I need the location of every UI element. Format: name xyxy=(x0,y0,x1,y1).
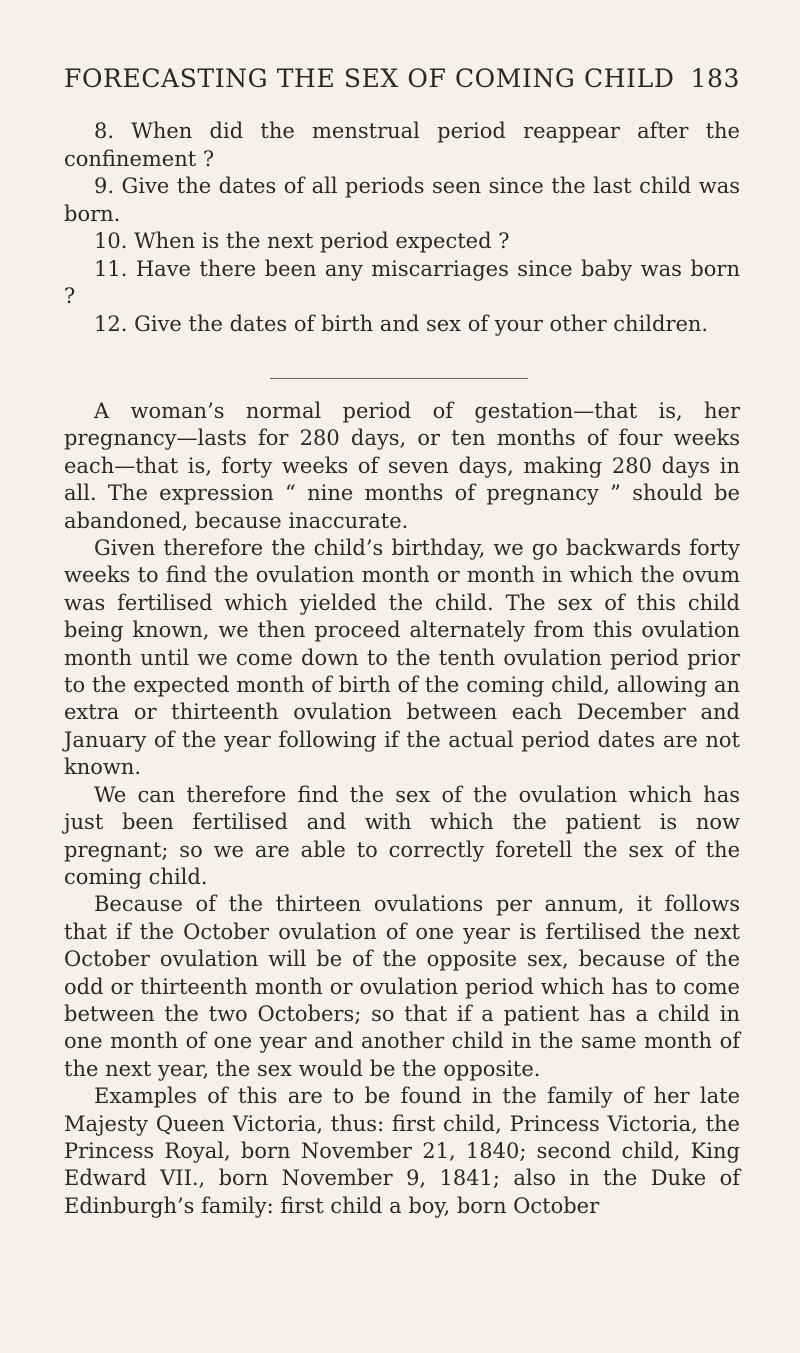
paragraph: Because of the thirteen ovulations per annum, it follows that if the October ovulation of one year is fertilised the next October ovulation will be of the opposite sex, because of the odd or thirteenth month or ovulation period which has to come between the two Octobers; so that if a patient has a child in one month of one year and another child in the same month of the next year, the sex would be the opposite. xyxy=(64,892,740,1081)
running-title: FORECASTING THE SEX OF COMING CHILD xyxy=(64,64,675,93)
paragraph: A woman’s normal period of gestation—that is, her pregnancy—lasts for 280 days, or ten months of four weeks each—that is, forty weeks of seven days, making 280 days in all. The expression “ nine months of pregnancy ” should be abandoned, because inaccurate. xyxy=(64,399,740,533)
question-item: 10. When is the next period expected ? xyxy=(94,229,510,253)
section-divider xyxy=(270,378,528,379)
question-item: 12. Give the dates of birth and sex of your other children. xyxy=(94,311,709,336)
question-item: 11. Have there been any miscarriages since baby was born ? xyxy=(64,256,740,308)
question-item: 9. Give the dates of all periods seen since the last child was born. xyxy=(64,174,740,226)
paragraph: Examples of this are to be found in the family of her late Majesty Queen Victoria, thus: first child, Princess Victoria, the Princess Royal, born November 21, 1840; second child, King Edward VII., born November 9, 1841; also in the Duke of Edinburgh’s family: first child a boy, born October xyxy=(64,1084,740,1218)
questionnaire-list xyxy=(64,118,740,338)
paragraph: Given therefore the child’s birthday, we go backwards forty weeks to find the ovulation month or month in which the ovum was fertilised which yielded the child. The sex of this child being known, we then proceed alternately from this ovulation month until we come down to the tenth ovulation period prior to the expected month of birth of the coming child, allowing an extra or thirteenth ovulation between each December and January of the year following if the actual period dates are not known. xyxy=(64,536,740,780)
page-number: 183 xyxy=(690,64,740,93)
paragraph: We can therefore find the sex of the ovulation which has just been fertilised and with which the patient is now pregnant; so we are able to correctly foretell the sex of the coming child. xyxy=(64,782,740,889)
body-text xyxy=(64,398,740,1220)
question-item: 8. When did the menstrual period reappear after the confinement ? xyxy=(64,119,740,171)
running-head xyxy=(64,64,740,104)
